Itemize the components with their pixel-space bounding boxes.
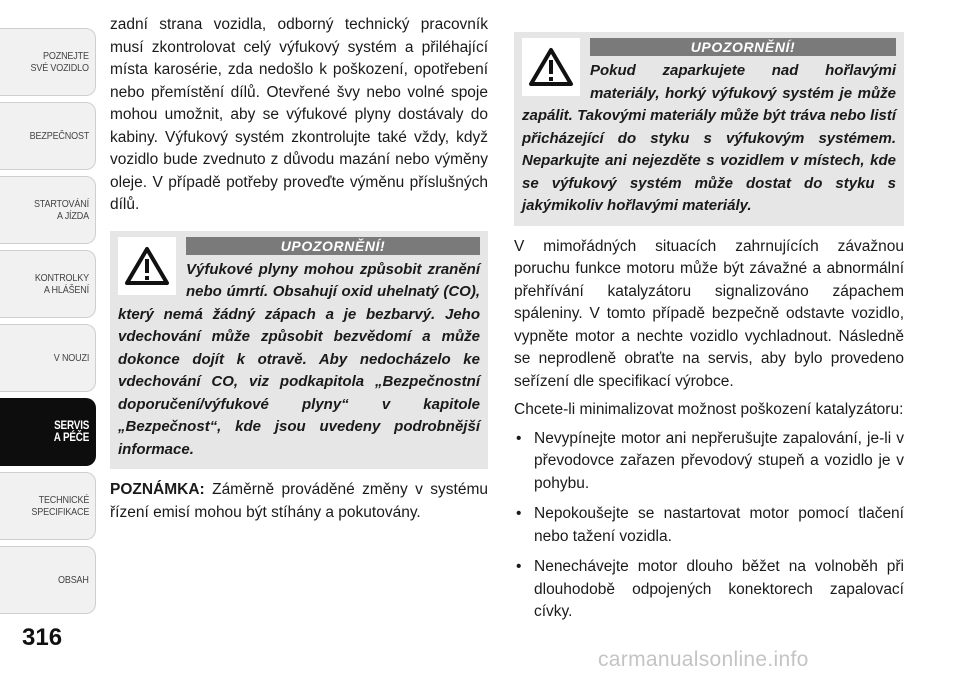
- warning-box-flammable: [514, 32, 904, 226]
- warning-text: Pokud zaparkujete nad hořlavými materiály, horký výfukový systém je může zapálit. Takovými materiály může být tráva nebo listí přicházející do styku s výfukovým systémem. Neparkujte ani nejezděte s vozidlem v místech, kde se výfukový systém může dostat do styku s jakýmikoliv hořlavými materiály.: [522, 62, 896, 214]
- catalyst-tips-intro: Chcete-li minimalizovat možnost poškození katalyzátoru:: [514, 401, 904, 418]
- list-item: • Nepokoušejte se nastartovat motor pomocí tlačení nebo tažení vozidla.: [514, 503, 904, 548]
- warning-title: UPOZORNĚNÍ!: [186, 237, 480, 255]
- tab-poznejte-sve-vozidlo[interactable]: POZNEJTE SVÉ VOZIDLO: [0, 28, 96, 96]
- warning-triangle-icon: [522, 38, 580, 96]
- warning-triangle-icon: [118, 237, 176, 295]
- catalyst-tips-list: [514, 428, 904, 624]
- list-item: • Nevypínejte motor ani nepřerušujte zapalování, je-li v převodovce zařazen převodový stupeň a vozidlo je v pohybu.: [514, 428, 904, 496]
- list-item: • Nenechávejte motor dlouho běžet na volnoběh při dlouhodobě odpojených konektorech zapalovací cívky.: [514, 556, 904, 624]
- left-column: [110, 14, 488, 530]
- tab-servis-a-pece[interactable]: SERVIS A PÉČE: [0, 398, 96, 466]
- watermark: carmanualsonline.info: [598, 648, 809, 671]
- right-column: [514, 14, 904, 632]
- note-paragraph: [110, 479, 488, 524]
- intro-paragraph: zadní strana vozidla, odborný technický pracovník musí zkontrolovat celý výfukový systém a přiléhající místa karosérie, zda nedošlo k poškození, opotřebení nebo přemístění dílů. Otevřené švy nebo volné spoje mohou umožnit, aby se výfukové plyny dostávaly do kabiny. Výfukový systém zkontrolujte také vždy, když vozidlo bude zvednuto z důvodu mazání nebo výměny oleje. V případě potřeby proveďte výměnu příslušných dílů.: [110, 16, 488, 213]
- tab-obsah[interactable]: OBSAH: [0, 546, 96, 614]
- tab-bezpecnost[interactable]: BEZPEČNOST: [0, 102, 96, 170]
- tab-technicke-specifikace[interactable]: TECHNICKÉ SPECIFIKACE: [0, 472, 96, 540]
- note-label: POZNÁMKA:: [110, 481, 205, 498]
- note-text: Záměrně prováděné změny v systému řízení emisí mohou být stíhány a pokutovány.: [110, 481, 488, 521]
- warning-text: Výfukové plyny mohou způsobit zranění nebo úmrtí. Obsahují oxid uhelnatý (CO), který nemá žádný zápach a je bezbarvý. Jeho vdechování může způsobit bezvědomí a může dokonce dojít k otravě. Aby nedocházelo ke vdechování CO, viz podkapitola „Bezpečnostní doporučení/výfukové plyny“ v kapitole „Bezpečnost“, kde jsou uvedeny podrobnější informace.: [118, 260, 480, 458]
- warning-title: UPOZORNĚNÍ!: [590, 38, 896, 56]
- tab-startovani-a-jizda[interactable]: STARTOVÁNÍ A JÍZDA: [0, 176, 96, 244]
- warning-box-exhaust: [110, 231, 488, 470]
- page-number: 316: [22, 624, 63, 651]
- tab-kontrolky-a-hlaseni[interactable]: KONTROLKY A HLÁŠENÍ: [0, 250, 96, 318]
- tab-v-nouzi[interactable]: V NOUZI: [0, 324, 96, 392]
- catalyst-paragraph: V mimořádných situacích zahrnujících závažnou poruchu funkce motoru může být závažné a abnormální přehřívání katalyzátoru signalizováno zápachem spáleniny. V tomto případě bezpečně odstavte vozidlo, vypněte motor a nechte vozidlo vychladnout. Následně se neprodleně obraťte na servis, aby bylo provedeno seřízení dle specifikací výrobce.: [514, 237, 904, 390]
